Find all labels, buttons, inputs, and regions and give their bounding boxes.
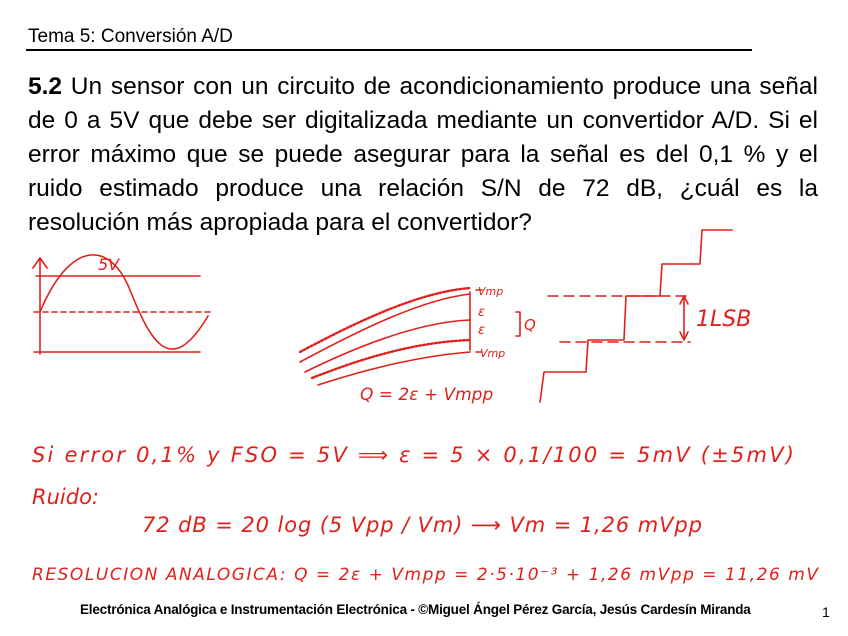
problem-number: 5.2 <box>28 73 63 100</box>
sine-wave-sketch <box>33 255 210 354</box>
error-calculation-line: Si error 0,1% y FSO = 5V ⟹ ε = 5 × 0,1/100 = 5mV (±5mV) <box>32 443 795 467</box>
resolution-calculation-line: RESOLUCION ANALOGICA: Q = 2ε + Vmpp = 2·5·10⁻³ + 1,26 mVpp = 11,26 mV <box>32 565 818 585</box>
noise-bottom-label: Vmp <box>480 347 506 360</box>
sine-amplitude-label: 5V <box>98 255 120 274</box>
problem-text: Un sensor con un circuito de acondicionamiento produce una señal de 0 a 5V que debe ser digitalizada mediante un convertidor A/D. Si el error máximo que se puede asegurar para la señal es del 0,1 % y el ruido estimado produce una relación S/N de 72 dB, ¿cuál es la resolución más apropiada para el convertidor? <box>28 73 818 236</box>
noise-top-label: Vmp <box>478 285 504 298</box>
ruido-label: Ruido: <box>32 485 99 509</box>
q-formula: Q = 2ε + Vmpp <box>360 385 494 405</box>
page-header-title: Tema 5: Conversión A/D <box>28 26 233 47</box>
lsb-label: 1LSB <box>696 307 752 332</box>
noise-calculation-line: 72 dB = 20 log (5 Vpp / Vm) ⟶ Vm = 1,26 mVpp <box>142 513 702 537</box>
q-label: Q <box>524 316 536 334</box>
epsilon-upper-label: ε <box>478 305 486 320</box>
footer-credits: Electrónica Analógica e Instrumentación Electrónica - ©Miguel Ángel Pérez García, Jesús Cardesín Miranda <box>80 602 751 617</box>
epsilon-lower-label: ε <box>478 323 486 338</box>
noise-band-sketch <box>300 288 520 385</box>
page-number: 1 <box>822 604 830 620</box>
